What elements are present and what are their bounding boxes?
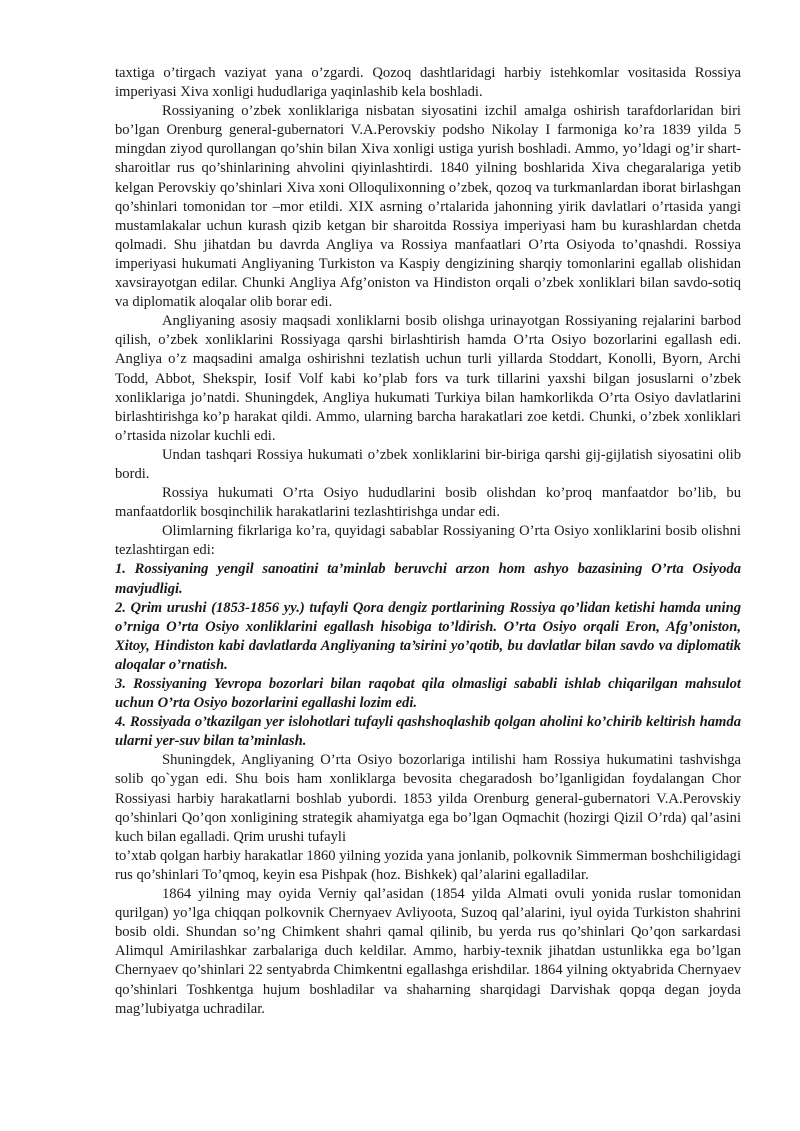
reason-item-1: 1. Rossiyaning yengil sanoatini ta’minlab beruvchi arzon hom ashyo bazasining O’rta Osiyoda mavjudligi. — [115, 561, 741, 597]
reason-item-2: 2. Qrim urushi (1853-1856 yy.) tufayli Qora dengiz portlarining Rossiya qo’lidan ketishi hamda uning o’rniga O’rta Osiyo xonliklarini egallash hisobiga to’ldirish. O’rta Osiyo orqali Eron, Afg’oniston, Xitoy, Hindiston kabi davlatlarda Angliyaning ta’sirini yo’qotib, bu davlatlar bilan savdo va diplomatik aloqalar o’rnatish. — [115, 599, 741, 673]
reason-item-4: 4. Rossiyada o’tkazilgan yer islohotlari tufayli qashshoqlashib qolgan aholini ko’chirib keltirish hamda ularni yer-suv bilan ta’minlash. — [115, 714, 741, 750]
document-page — [115, 64, 741, 1019]
paragraph-reasons-intro: Olimlarning fikrlariga ko’ra, quyidagi sabablar Rossiyaning O’rta Osiyo xonliklarini bosib olishni tezlashtirgan edi: — [115, 523, 741, 559]
paragraph-military-actions: Shuningdek, Angliyaning O’rta Osiyo bozorlariga intilishi ham Rossiya hukumatini tashvishga solib qo`ygan edi. Shu bois ham xonliklarga bevosita chegaradosh bo’lganligidan foydalangan Chor Rossiyasi harbiy harakatlarni boshlab yubordi. 1853 yilda Orenburg general-gubernatori V.A.Perovskiy qo’shinlari Qo’qon xonligining strategik ahamiyatga ega bo’lgan Oqmachit (hozirgi Qizil O’rda) qal’asini kuch bilan egalladi. Qrim urushi tufayli — [115, 752, 741, 845]
paragraph-1860-actions: to’xtab qolgan harbiy harakatlar 1860 yilning yozida yana jonlanib, polkovnik Simmerman boshchiligidagi rus qo’shinlari To’qmoq, keyin esa Pishpak (hoz. Bishkek) qal’alarini egalladilar. — [115, 847, 741, 883]
paragraph-england-goals: Angliyaning asosiy maqsadi xonliklarni bosib olishga urinayotgan Rossiyaning rejalarini barbod qilish, o’zbek xonliklarini Rossiyaga qarshi birlashtirish hamda O’rta Osiyo bozorlarini egallash edi. Angliya o’z maqsadini amalga oshirishni tezlatish uchun turli yillarda Stoddart, Konolli, Byorn, Archi Todd, Abbot, Shekspir, Iosif Volf kabi ko’plab fors va turk tillarini yaxshi bilgan josuslarni o’zbek xonliklariga jo’natdi. Shuningdek, Angliya hukumati Turkiya bilan hamkorlikda O’rta Osiyo davlatlarini birlashtirishga ko’p harakat qildi. Ammo, ularning barcha harakatlari zoe ketdi. Chunki, o’zbek xonliklari o’rtasida nizolar kuchli edi. — [115, 313, 741, 444]
paragraph-1864-campaign: 1864 yilning may oyida Verniy qal’asidan (1854 yilda Almati ovuli yonida ruslar tomonidan qurilgan) yo’lga chiqqan polkovnik Chernyaev Avliyoota, Suzoq qal’alarini, iyul oyida Turkiston shahrini bosib oldi. Shundan so’ng Chimkent shahri qamal qilinib, bu yerda rus qo’shinlari Qo’qon sarkardasi Alimqul Amirilashkar zarbalariga duch keldilar. Ammo, harbiy-texnik jihatdan ustunlikka ega bo’lgan Chernyaev qo’shinlari 22 sentyabrda Chimkentni egallashga erishdilar. 1864 yilning oktyabrida Chernyaev qo’shinlari Toshkentga hujum boshladilar va shaharning sharqidagi Darvishak qopqa degan joyda mag’lubiyatga uchradilar. — [115, 886, 741, 1017]
paragraph-perovskiy-campaign: Rossiyaning o’zbek xonliklariga nisbatan siyosatini izchil amalga oshirish tarafdorlaridan biri bo’lgan Orenburg general-gubernatori V.A.Perovskiy podsho Nikolay I farmoniga ko’ra 1839 yilda 5 mingdan ziyod qurollangan qo’shin bilan Xiva xonligi ustiga yurish boshladi. Ammo, yo’ldagi og’ir shart-sharoitlar rus qo’shinlarining ahvolini qiyinlashtirdi. 1840 yilning boshlarida Xiva chegaralariga yetib kelgan Perovskiy qo’shinlari Xiva xoni Olloqulixonning o’zbek, qozoq va turkmanlardan iborat birlashgan qo’shinlari tomonidan tor –mor etildi. XIX asrning o’rtalarida jahonning yirik davlatlari o’rtasida yangi mustamlakalar uchun kurash qizib ketgan bir sharoitda Rossiya imperiyasi ham bu kurashlardan chetda qolmadi. Shu jihatdan bu davrda Angliya va Rossiya manfaatlari O’rta Osiyoda to’qnashdi. Rossiya imperiyasi hukumati Angliyaning Turkiston va Kaspiy dengizining sharqiy tomonlarini egallab olishidan xavsirayotgan edilar. Chunki Angliya Afg’oniston va Hindiston orqali o’zbek xonliklari bilan savdo-sotiq va diplomatik aloqalar olib borar edi. — [115, 103, 741, 311]
paragraph-intro: taxtiga o’tirgach vaziyat yana o’zgardi. Qozoq dashtlaridagi harbiy istehkomlar vositasida Rossiya imperiyasi Xiva xonligi hududlariga yaqinlashib kela boshladi. — [115, 65, 741, 101]
paragraph-divide-policy: Undan tashqari Rossiya hukumati o’zbek xonliklarini bir-biriga qarshi gij-gijlatish siyosatini olib bordi. — [115, 446, 741, 482]
reason-item-3: 3. Rossiyaning Yevropa bozorlari bilan raqobat qila olmasligi sababli ishlab chiqarilgan mahsulot uchun O’rta Osiyo bozorlarini egallashi lozim edi. — [115, 676, 741, 712]
paragraph-russia-interest: Rossiya hukumati O’rta Osiyo hududlarini bosib olishdan ko’proq manfaatdor bo’lib, bu manfaatdorlik bosqinchilik harakatlarini tezlashtirishga undar edi. — [115, 485, 741, 521]
